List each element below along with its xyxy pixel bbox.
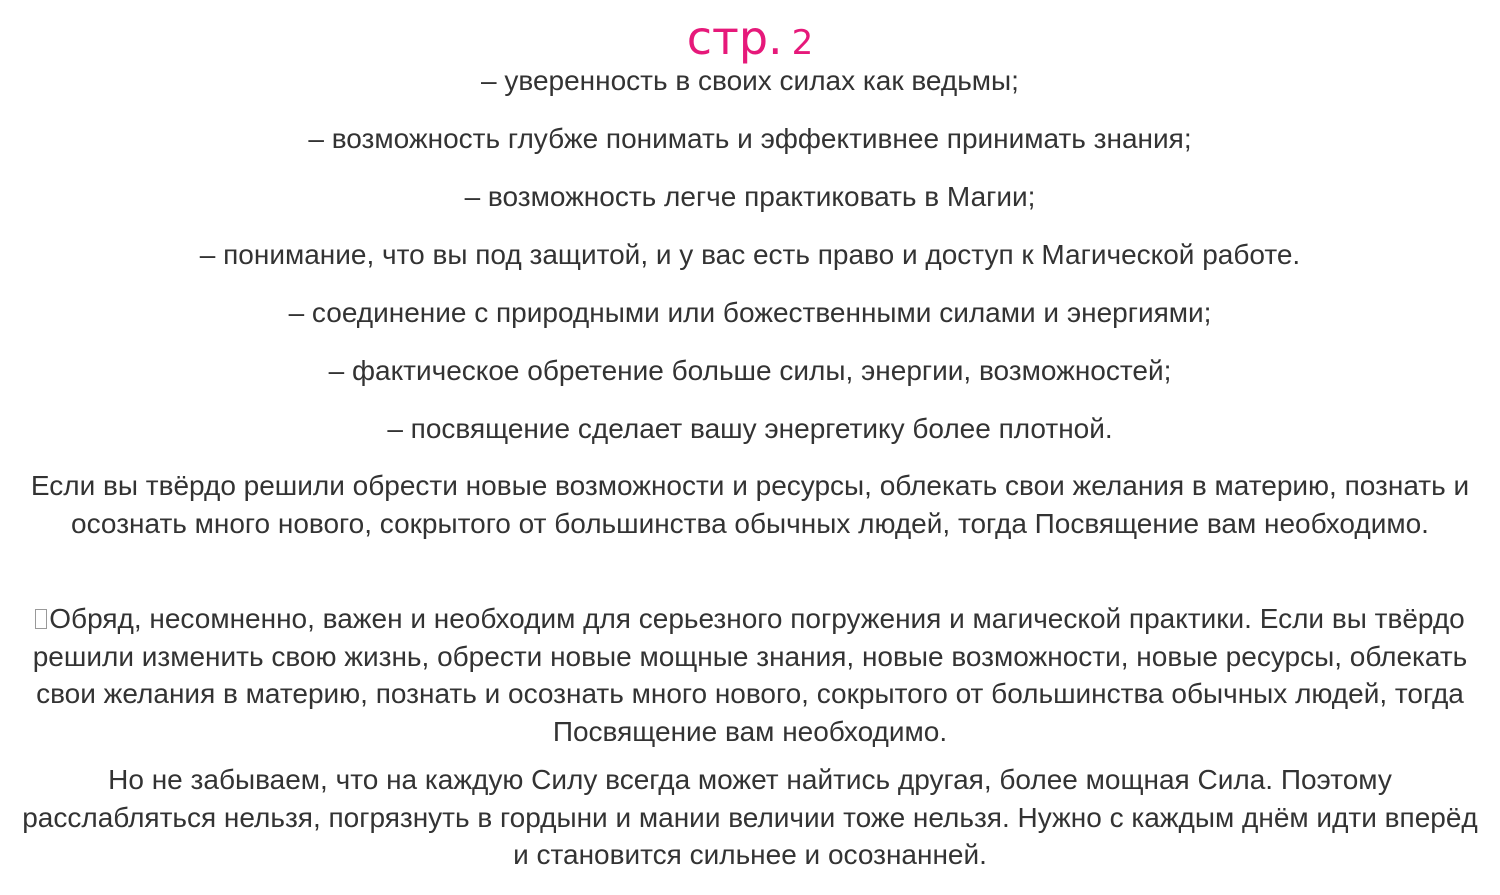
list-item: – уверенность в своих силах как ведьмы;	[481, 65, 1019, 96]
paragraph-decision: Если вы твёрдо решили обрести новые возможности и ресурсы, облекать свои желания в материю, познать и осознать много нового, сокрытого от большинства обычных людей, тогда Посвящение вам необходимо.	[30, 470, 1470, 539]
list-item: – посвящение сделает вашу энергетику более плотной.	[387, 413, 1113, 444]
list-item: – возможность глубже понимать и эффективнее принимать знания;	[308, 123, 1192, 154]
page-label-prefix: стр.	[686, 11, 783, 65]
paragraph-ritual-text: Обряд, несомненно, важен и необходим для серьезного погружения и магической практики. Если вы твёрдо решили изменить свою жизнь, обрести новые мощные знания, новые возможности, новые ресурсы, облекать свои желания в материю, познать и осознать много нового, сокрытого от большинства обычных людей, тогда Посвящение вам необходимо.	[32, 603, 1468, 747]
list-item: – понимание, что вы под защитой, и у вас есть право и доступ к Магической работе.	[199, 239, 1301, 270]
list-item: – фактическое обретение больше силы, энергии, возможностей;	[328, 355, 1172, 386]
benefits-list	[0, 62, 1500, 468]
paragraph-ritual	[20, 600, 1480, 750]
paragraph-warning: Но не забываем, что на каждую Силу всегда может найтись другая, более мощная Сила. Поэтому расслабляться нельзя, погрязнуть в гордыни и мании величии тоже нельзя. Нужно с каждым днём идти вперёд и становится сильнее и осознанней.	[22, 764, 1478, 870]
list-item: – соединение с природными или божественными силами и энергиями;	[288, 297, 1212, 328]
missing-glyph-icon	[35, 609, 47, 629]
page-label-number: 2	[791, 23, 814, 63]
list-item: – возможность легче практиковать в Магии;	[464, 181, 1036, 212]
